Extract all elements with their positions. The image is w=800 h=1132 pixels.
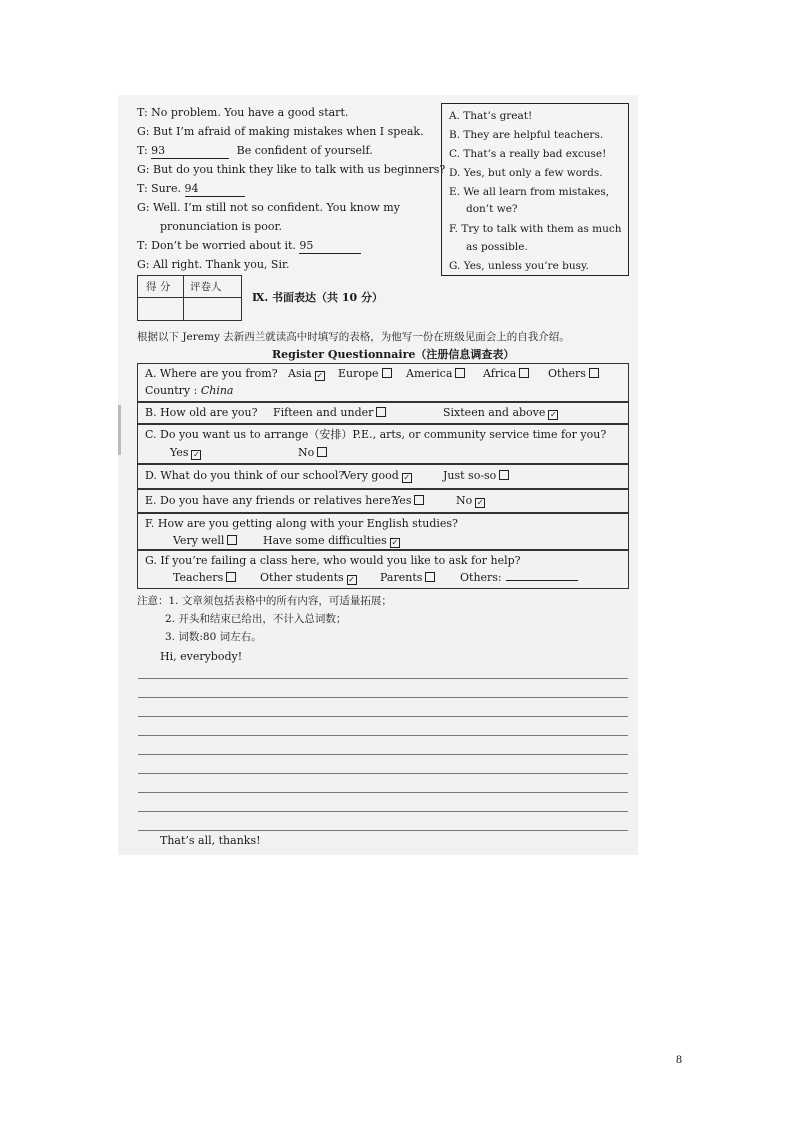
question-e-text: E. Do you have any friends or relatives here? [145, 494, 397, 507]
writing-line[interactable] [138, 678, 628, 679]
dialogue-line-5: T: Sure. 94 [137, 182, 245, 197]
opt-c-no: No [298, 446, 327, 460]
opt-teachers: Teachers [173, 571, 236, 585]
question-e [137, 488, 629, 514]
blank-95: 95 [299, 239, 361, 254]
opt-difficulties: Have some difficulties ✓ [263, 534, 399, 547]
option-e-cont: don’t we? [466, 203, 518, 215]
writing-line[interactable] [138, 735, 628, 736]
option-f-cont: as possible. [466, 241, 528, 253]
opt-e-yes: Yes [393, 494, 424, 508]
writing-line[interactable] [138, 754, 628, 755]
dialogue-line-7: pronunciation is poor. [160, 220, 283, 233]
option-d: D. Yes, but only a few words. [449, 167, 603, 179]
note-3: 3. 词数:80 词左右。 [165, 631, 262, 643]
dialogue-line-6: G: Well. I’m still not so confident. You know my [137, 201, 400, 214]
question-g-text: G. If you’re failing a class here, who would you like to ask for help? [145, 554, 521, 567]
writing-line[interactable] [138, 697, 628, 698]
score-box [137, 275, 242, 321]
note-2: 2. 开头和结束已给出，不计入总词数； [165, 613, 347, 625]
blank-93: 93 [151, 144, 229, 159]
question-c [137, 423, 629, 465]
country-line: Country : China [145, 384, 234, 397]
opening-line: Hi, everybody! [160, 650, 243, 663]
score-label: 得 分 [146, 281, 171, 293]
question-g [137, 549, 629, 589]
opt-asia: Asia ✓ [288, 367, 324, 380]
opt-europe: Europe [338, 367, 392, 381]
opt-sixteen: Sixteen and above ✓ [443, 406, 557, 419]
question-c-text: C. Do you want us to arrange（安排）P.E., arts, or community service time for you? [145, 428, 607, 441]
question-f [137, 512, 629, 551]
dialogue-line-2: G: But I’m afraid of making mistakes when I speak. [137, 125, 424, 138]
question-a-text: A. Where are you from? [145, 367, 278, 380]
opt-other-students: Other students ✓ [260, 571, 355, 584]
dialogue-line-8: T: Don’t be worried about it. 95 [137, 239, 361, 254]
writing-line[interactable] [138, 811, 628, 812]
writing-line[interactable] [138, 830, 628, 831]
opt-e-no: No ✓ [456, 494, 484, 507]
opt-very-good: Very good ✓ [343, 469, 411, 482]
opt-just-so-so: Just so-so [443, 469, 509, 483]
dialogue-line-1: T: No problem. You have a good start. [137, 106, 349, 119]
option-b: B. They are helpful teachers. [449, 129, 604, 141]
instruction: 根据以下 Jeremy 去新西兰就读高中时填写的表格，为他写一份在班级见面会上的自我介绍。 [137, 331, 570, 343]
closing-line: That’s all, thanks! [160, 834, 261, 847]
opt-fifteen: Fifteen and under [273, 406, 386, 420]
country-value: China [200, 384, 234, 397]
dialogue-line-9: G: All right. Thank you, Sir. [137, 258, 290, 271]
opt-c-yes: Yes ✓ [170, 446, 200, 459]
scan-artifact [118, 405, 121, 455]
question-d [137, 463, 629, 490]
question-b [137, 401, 629, 425]
option-f: F. Try to talk with them as much [449, 223, 622, 235]
writing-line[interactable] [138, 773, 628, 774]
option-g: G. Yes, unless you’re busy. [449, 260, 589, 272]
note-1: 注意：1. 文章须包括表格中的所有内容，可适量拓展； [137, 595, 392, 607]
opt-africa: Africa [483, 367, 529, 381]
option-c: C. That’s a really bad excuse! [449, 148, 607, 160]
opt-others: Others [548, 367, 599, 381]
opt-parents: Parents [380, 571, 435, 585]
option-e: E. We all learn from mistakes, [449, 186, 610, 198]
questionnaire-title: Register Questionnaire（注册信息调查表） [272, 348, 515, 361]
opt-very-well: Very well [173, 534, 237, 548]
dialogue-line-4: G: But do you think they like to talk with us beginners? [137, 163, 446, 176]
writing-line[interactable] [138, 716, 628, 717]
dialogue-line-3: T: 93 Be confident of yourself. [137, 144, 373, 157]
question-d-text: D. What do you think of our school? [145, 469, 345, 482]
opt-g-others: Others: [460, 571, 578, 585]
blank-94: 94 [185, 182, 245, 197]
opt-america: America [406, 367, 465, 381]
section-title: Ⅸ. 书面表达（共 10 分） [252, 291, 384, 304]
option-a: A. That’s great! [449, 110, 533, 122]
question-a [137, 363, 629, 403]
line-3-tail: Be confident of yourself. [236, 144, 373, 157]
question-b-text: B. How old are you? [145, 406, 258, 419]
options-box [441, 103, 629, 276]
writing-line[interactable] [138, 792, 628, 793]
grader-label: 评卷人 [190, 281, 222, 293]
page-number: 8 [676, 1052, 682, 1066]
question-f-text: F. How are you getting along with your English studies? [145, 517, 458, 530]
